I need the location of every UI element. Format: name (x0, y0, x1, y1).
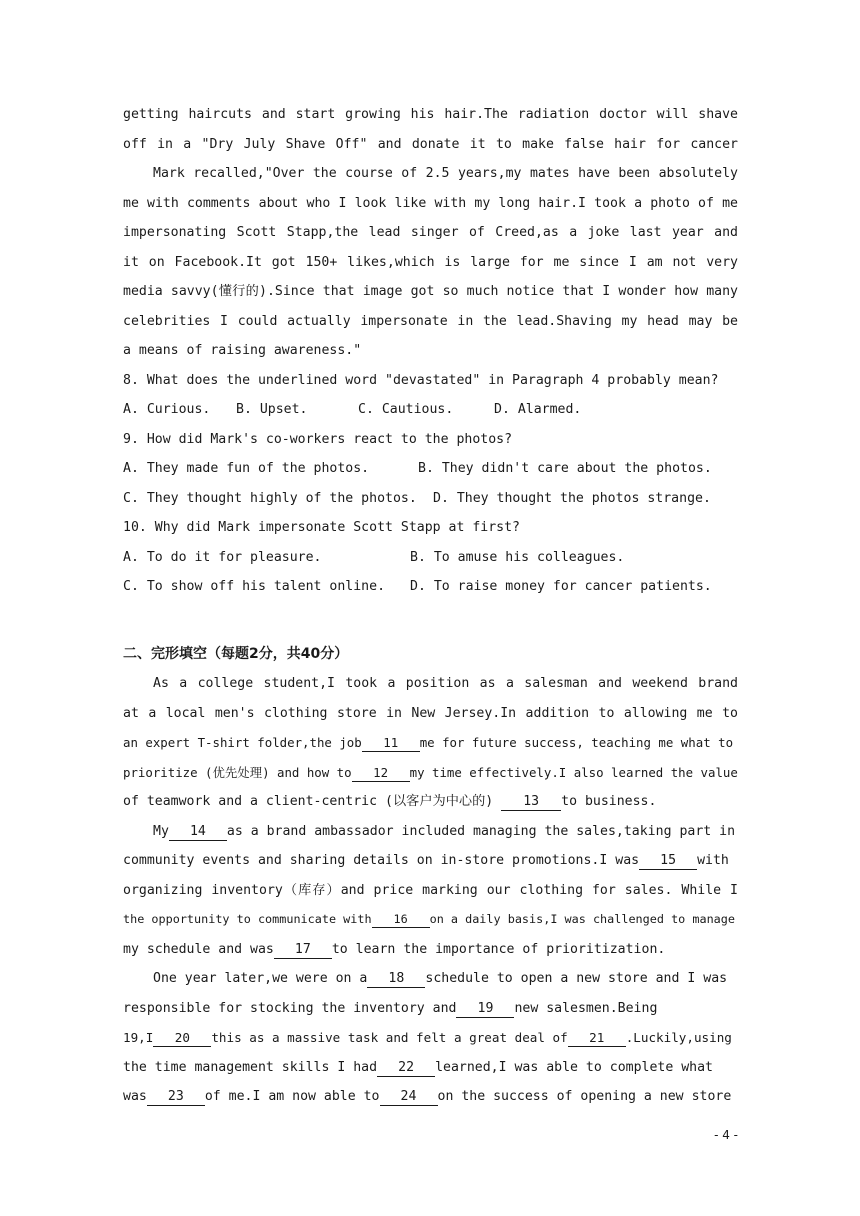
cloze-text: new salesmen.Being (514, 1000, 658, 1016)
passage-line: media savvy(懂行的).Since that image got so much notice that I wonder how many (123, 284, 738, 299)
option-d: D. Alarmed. (494, 402, 582, 417)
option-c: C. Cautious. (358, 402, 454, 417)
question-8-stem: 8. What does the underlined word "devastated" in Paragraph 4 probably mean? (123, 372, 719, 388)
passage-line: celebrities I could actually impersonate in the lead.Shaving my head may be (123, 313, 738, 329)
cloze-text: My (153, 823, 169, 839)
cloze-text: the opportunity to communicate with (123, 912, 372, 926)
option-b: B. Upset. (236, 402, 308, 417)
passage-line: it on Facebook.It got 150+ likes,which is large for me since I am not very (123, 254, 738, 270)
cloze-line (123, 935, 738, 965)
blank-20[interactable]: 20 (153, 1030, 211, 1047)
cloze-text: of teamwork and a client-centric (以客户为中心的) (123, 794, 502, 809)
passage-line: Mark recalled,"Over the course of 2.5 years,my mates have been absolutely (153, 166, 738, 181)
cloze-text: 19,I (123, 1030, 154, 1045)
question-9-options (123, 484, 738, 514)
cloze-line (123, 905, 738, 935)
question-9-stem: 9. How did Mark's co-workers react to the photos? (123, 431, 513, 447)
passage-line: me with comments about who I look like with my long hair.I took a photo of me (123, 195, 738, 211)
cloze-text: my schedule and was (123, 941, 274, 957)
blank-21[interactable]: 21 (568, 1030, 626, 1047)
passage-line: impersonating Scott Stapp,the lead singer of Creed,as a joke last year and (123, 225, 738, 240)
cloze-line: at a local men's clothing store in New Jersey.In addition to allowing me to (123, 705, 738, 721)
cloze-line (123, 787, 738, 817)
question-10-options (123, 572, 738, 602)
cloze-line (123, 1053, 738, 1083)
blank-12[interactable]: 12 (352, 765, 410, 782)
cloze-text: my time effectively.I also learned the value (409, 764, 738, 780)
cloze-line (123, 964, 738, 994)
blank-11[interactable]: 11 (362, 735, 420, 752)
cloze-text: responsible for stocking the inventory and (123, 1000, 457, 1016)
cloze-text: on a daily basis,I was challenged to manage (429, 912, 735, 926)
blank-19[interactable]: 19 (456, 1001, 514, 1018)
cloze-line (123, 817, 738, 847)
cloze-text: me for future success, teaching me what to (419, 735, 734, 750)
cloze-text: learned,I was able to complete what (435, 1059, 713, 1075)
option-b: B. To amuse his colleagues. (410, 549, 625, 565)
section-title: 二、完形填空（每题2分，共40分） (123, 645, 349, 662)
question-10-stem: 10. Why did Mark impersonate Scott Stapp at first? (123, 520, 520, 535)
blank-23[interactable]: 23 (147, 1089, 205, 1106)
question-8-options (123, 395, 738, 425)
option-b: B. They didn't care about the photos. (418, 461, 712, 476)
blank-18[interactable]: 18 (367, 971, 425, 988)
cloze-text: .Luckily,using (625, 1030, 732, 1045)
option-a: A. Curious. (123, 402, 211, 417)
cloze-text: prioritize (优先处理) and how to (123, 764, 352, 780)
cloze-line (123, 994, 738, 1024)
blank-16[interactable]: 16 (372, 911, 430, 928)
cloze-text: with (697, 853, 729, 868)
blank-17[interactable]: 17 (274, 942, 332, 959)
cloze-line (123, 846, 738, 876)
cloze-line (123, 758, 738, 788)
cloze-text: an expert T-shirt folder,the job (123, 735, 362, 750)
cloze-text: as a brand ambassador included managing the sales,taking part in (226, 823, 736, 839)
cloze-line (123, 1023, 738, 1053)
cloze-text: to learn the importance of prioritization. (331, 941, 666, 957)
cloze-text: this as a massive task and felt a great deal of (211, 1030, 568, 1045)
cloze-line (123, 728, 738, 758)
option-d: D. They thought the photos strange. (433, 490, 711, 506)
cloze-text: the time management skills I had (123, 1059, 378, 1075)
passage-line: getting haircuts and start growing his hair.The radiation doctor will shave (123, 107, 738, 122)
blank-24[interactable]: 24 (380, 1089, 438, 1106)
cloze-text: was (123, 1089, 147, 1104)
option-c: C. They thought highly of the photos. (123, 490, 417, 506)
passage-line: off in a "Dry July Shave Off" and donate it to make false hair for cancer (123, 136, 738, 152)
cloze-text: One year later,we were on a (153, 971, 368, 986)
blank-14[interactable]: 14 (169, 824, 227, 841)
section-gap (123, 602, 738, 640)
option-a: A. To do it for pleasure. (123, 549, 322, 565)
option-d: D. To raise money for cancer patients. (410, 579, 712, 594)
page-number: - 4 - (714, 1128, 738, 1142)
blank-22[interactable]: 22 (377, 1060, 435, 1077)
question-10-options (123, 543, 738, 573)
cloze-text: on the success of opening a new store (437, 1089, 732, 1104)
blank-13[interactable]: 13 (501, 794, 561, 811)
cloze-line: As a college student,I took a position as a salesman and weekend brand (153, 676, 738, 691)
cloze-line: organizing inventory（库存）and price marking our clothing for sales. While I (123, 882, 738, 898)
cloze-text: community events and sharing details on in-store promotions.I was (123, 853, 640, 868)
cloze-text: of me.I am now able to (204, 1089, 380, 1104)
option-c: C. To show off his talent online. (123, 579, 386, 594)
cloze-text: schedule to open a new store and I was (425, 971, 728, 986)
passage-line: a means of raising awareness." (123, 343, 362, 358)
document-page (123, 100, 738, 1112)
cloze-text: to business. (561, 794, 657, 809)
option-a: A. They made fun of the photos. (123, 461, 370, 476)
cloze-line (123, 1082, 738, 1112)
blank-15[interactable]: 15 (639, 853, 697, 870)
question-9-options (123, 454, 738, 484)
